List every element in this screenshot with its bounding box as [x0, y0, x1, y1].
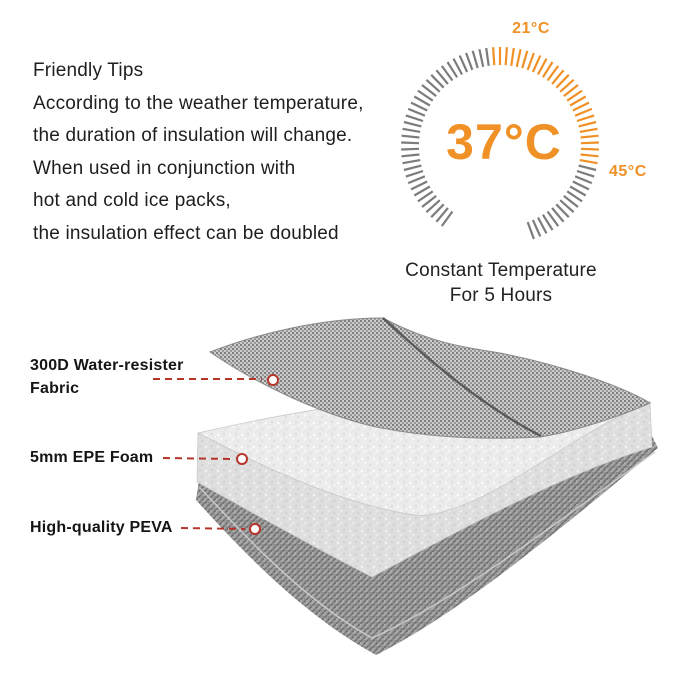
tips-title: Friendly Tips	[33, 60, 144, 81]
label-fabric-layer	[30, 355, 184, 400]
peva-callout-marker	[250, 524, 260, 534]
label-fabric-line-1: 300D Water-resister	[30, 357, 184, 374]
fabric-callout-marker	[268, 375, 278, 385]
peva-callout-line	[181, 528, 245, 529]
gauge-caption-line-1: Constant Temperature	[405, 260, 597, 281]
tips-line-4: hot and cold ice packs,	[33, 190, 231, 211]
tips-line-5: the insulation effect can be doubled	[33, 222, 339, 244]
label-foam-layer: 5mm EPE Foam	[30, 449, 154, 466]
gauge-min-temp-label: 21°C	[512, 20, 550, 37]
foam-callout-marker	[237, 454, 247, 464]
tips-line-2: the duration of insulation will change.	[33, 125, 353, 146]
tips-line-3: When used in conjunction with	[33, 157, 296, 179]
label-peva-layer: High-quality PEVA	[30, 519, 173, 536]
tips-line-1: According to the weather temperature,	[33, 92, 364, 114]
gauge-caption-line-2: For 5 Hours	[449, 285, 553, 306]
label-fabric-line-2: Fabric	[30, 379, 80, 397]
gauge-center-temp-value: 37°C	[446, 114, 562, 170]
gauge-max-temp-label: 45°C	[609, 163, 647, 180]
